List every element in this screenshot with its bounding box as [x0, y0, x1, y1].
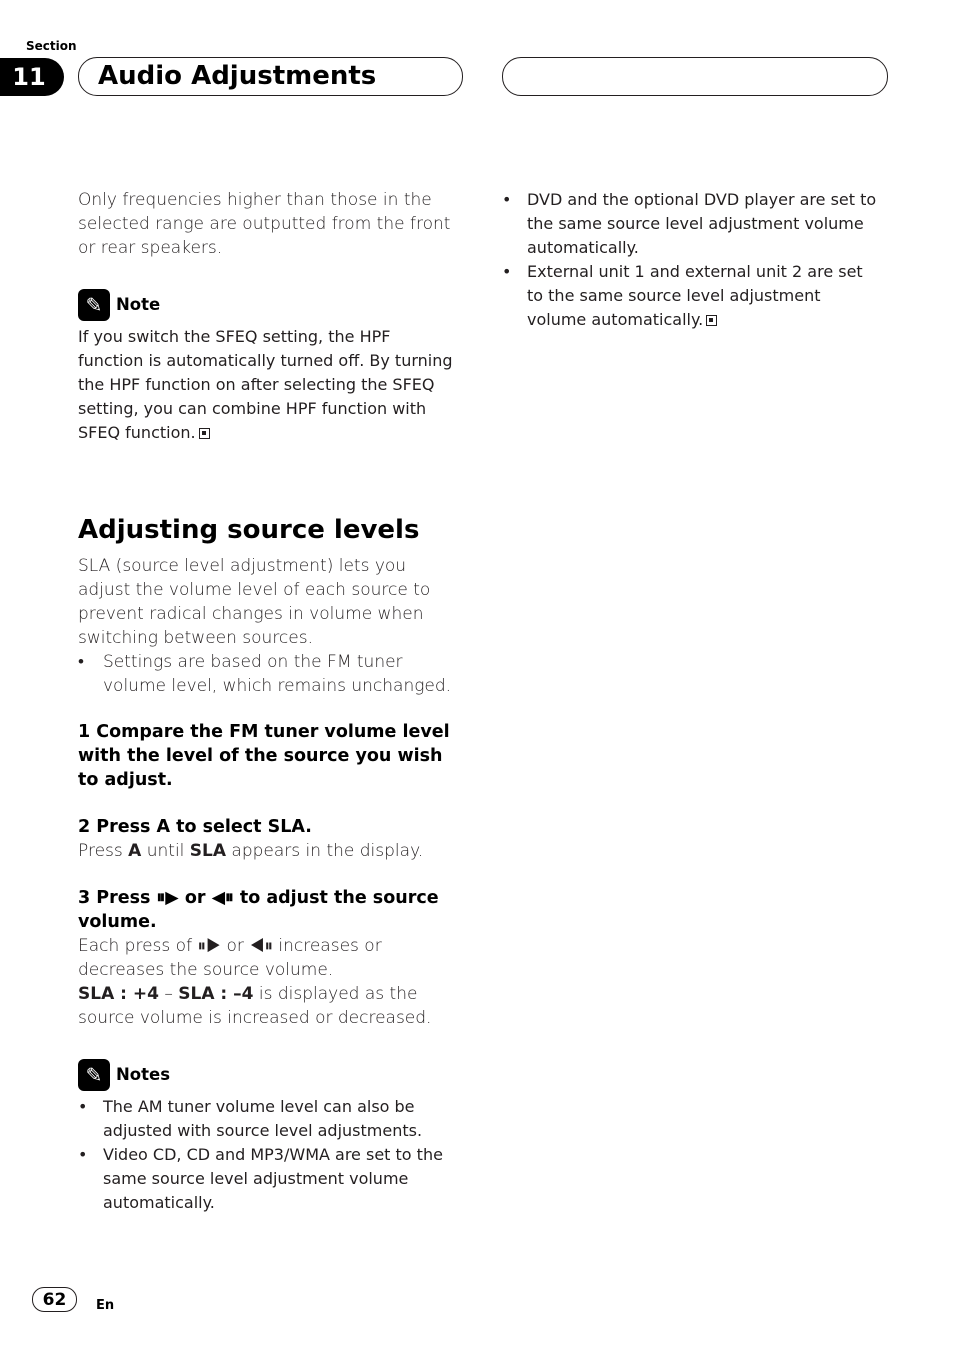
list-item	[502, 188, 877, 260]
notes-label: Notes	[116, 1065, 171, 1084]
list-item	[502, 260, 877, 332]
right-list	[502, 188, 877, 332]
note-label: Note	[116, 295, 161, 314]
intro-text: Only frequencies higher than those in the selected range are outputted from the front or rear speakers.	[78, 190, 451, 258]
step-2-desc	[78, 839, 466, 863]
step-3-desc: Each press of ⏸▶ or ◀⏸ increases or decreases the source volume.	[78, 936, 382, 980]
note-item-text: Video CD, CD and MP3/WMA are set to the same source level adjustment volume automatically.	[103, 1145, 443, 1212]
intro-paragraph	[78, 188, 458, 260]
bullet-icon: •	[502, 190, 512, 209]
note-item-text: The AM tuner volume level can also be adjusted with source level adjustments.	[103, 1097, 423, 1140]
key-a: A	[128, 841, 142, 861]
page-number: 62	[32, 1287, 77, 1312]
note-text: If you switch the SFEQ setting, the HPF function is automatically turned off. By turning the HPF function on after selecting the SFEQ setting, you can combine HPF function with SFEQ function.	[78, 327, 453, 442]
list-item	[78, 1095, 448, 1143]
section-number: 11	[0, 58, 64, 96]
page-title: Audio Adjustments	[98, 61, 377, 91]
list-item	[78, 1143, 448, 1215]
step-3-title: 3 Press ⏸▶ or ◀⏸ to adjust the source volume.	[78, 888, 439, 932]
list-item	[78, 650, 462, 698]
display-sla: SLA	[189, 841, 227, 861]
step-2	[78, 815, 466, 863]
note-header	[78, 289, 160, 321]
language-code: En	[96, 1298, 115, 1313]
sla-minus-4: SLA : –4	[178, 984, 254, 1004]
sla-bullet-text: Settings are based on the FM tuner volume level, which remains unchanged.	[103, 652, 452, 696]
section-label: Section	[26, 39, 77, 53]
note-pencil-icon: ✎	[78, 289, 110, 321]
step-2-text: appears in the display.	[226, 841, 424, 861]
notes-list	[78, 1095, 448, 1215]
notes-header	[78, 1059, 170, 1091]
note-body	[78, 325, 460, 445]
bullet-icon: •	[502, 262, 512, 281]
notes-pencil-icon: ✎	[78, 1059, 110, 1091]
bullet-icon: •	[78, 1097, 88, 1116]
step-2-title: 2 Press A to select SLA.	[78, 817, 312, 837]
sla-intro	[78, 554, 462, 698]
header-empty-frame	[502, 57, 888, 96]
bullet-icon: •	[78, 1145, 88, 1164]
section-heading: Adjusting source levels	[78, 515, 420, 545]
right-item-text: External unit 1 and external unit 2 are set to the same source level adjustment volume automatically.	[527, 262, 863, 329]
sla-intro-text: SLA (source level adjustment) lets you adjust the volume level of each source to prevent radical changes in volume when switching between sources.	[78, 556, 431, 648]
end-mark-icon	[706, 315, 717, 326]
bullet-icon: •	[78, 652, 84, 672]
step-3-desc-2	[78, 982, 466, 1030]
step-3	[78, 886, 466, 1030]
sla-plus-4: SLA : +4	[78, 984, 159, 1004]
step-2-text: until	[141, 841, 190, 861]
step-1: 1 Compare the FM tuner volume level with the level of the source you wish to adjust.	[78, 722, 450, 790]
right-item-text: DVD and the optional DVD player are set to the same source level adjustment volume automatically.	[527, 190, 877, 257]
end-mark-icon	[199, 428, 210, 439]
step-3-text: is displayed as the source volume is increased or decreased.	[78, 984, 432, 1028]
step-2-text: Press	[78, 841, 129, 861]
dash: –	[158, 984, 179, 1004]
